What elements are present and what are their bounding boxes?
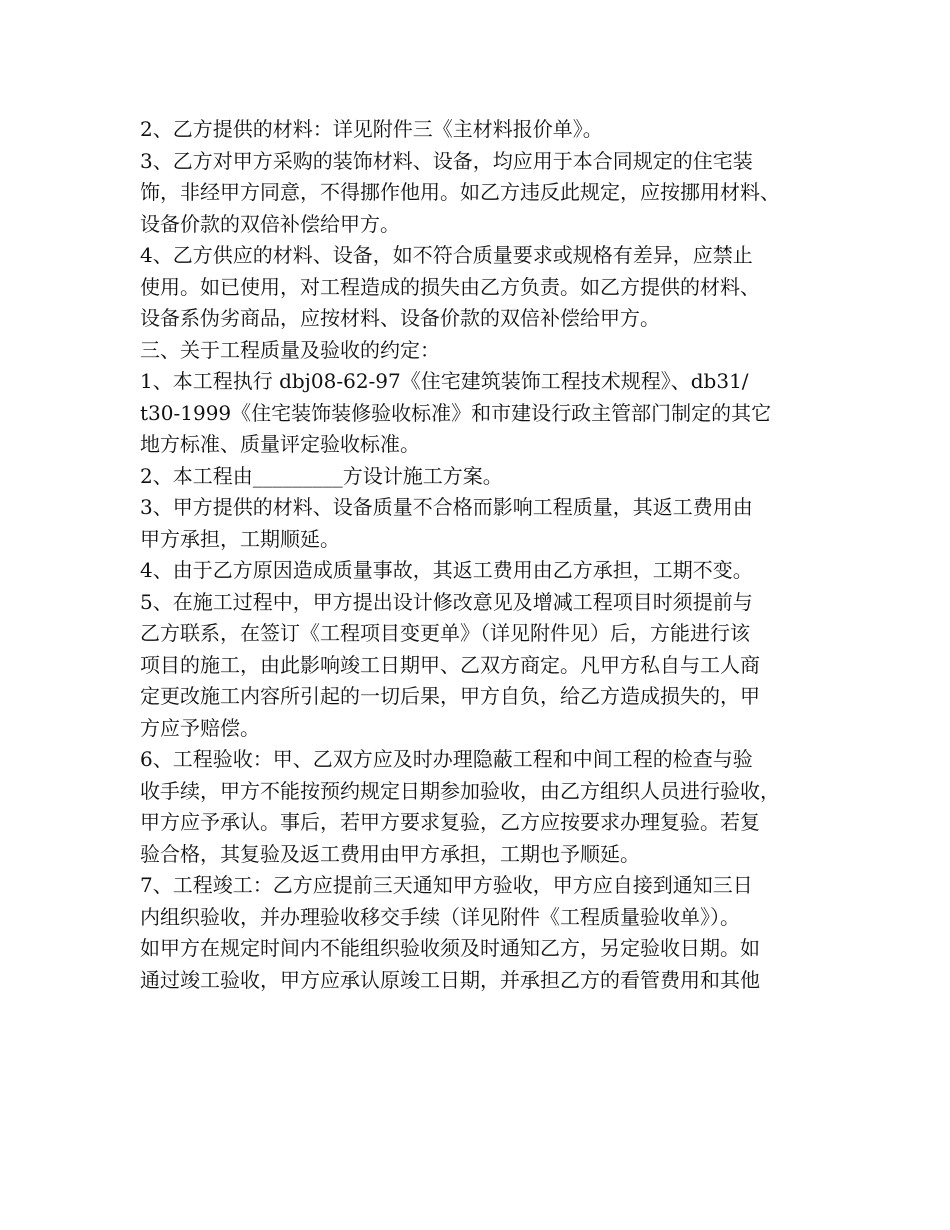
text-line: 设备价款的双倍补偿给甲方。 — [140, 211, 400, 236]
text-line: 方应予赔偿。 — [140, 715, 260, 740]
text-line: 5、在施工过程中，甲方提出设计修改意见及增减工程项目时须提前与 — [140, 589, 753, 614]
text-line: 3、乙方对甲方采购的装饰材料、设备，均应用于本合同规定的住宅装 — [140, 148, 753, 173]
text-line: 2、乙方提供的材料：详见附件三《主材料报价单》。 — [140, 117, 603, 141]
text-line: 1、本工程执行 dbj08-62-97《住宅建筑装饰工程技术规程》、db31/ — [140, 369, 749, 393]
text-line: 定更改施工内容所引起的一切后果，甲方自负，给乙方造成损失的，甲 — [140, 684, 760, 708]
text-line: 饰，非经甲方同意，不得挪作他用。如乙方违反此规定，应按挪用材料、 — [140, 180, 780, 204]
text-line: 4、乙方供应的材料、设备，如不符合质量要求或规格有差异，应禁止 — [140, 243, 753, 267]
text-line: 7、工程竣工：乙方应提前三天通知甲方验收，甲方应自接到通知三日 — [140, 873, 753, 897]
document-body — [140, 114, 840, 996]
text-line: 3、甲方提供的材料、设备质量不合格而影响工程质量，其返工费用由 — [140, 495, 753, 519]
text-line: 乙方联系，在签订《工程项目变更单》（详见附件见）后，方能进行该 — [140, 621, 750, 645]
text-line: 甲方承担，工期顺延。 — [140, 526, 340, 551]
text-line: 甲方应予承认。事后，若甲方要求复验，乙方应按要求办理复验。若复 — [140, 810, 760, 834]
text-line: 内组织验收，并办理验收移交手续（详见附件《工程质量验收单》）。 — [140, 904, 740, 929]
text-line: 如甲方在规定时间内不能组织验收须及时通知乙方，另定验收日期。如 — [140, 936, 760, 960]
text-line: 6、工程验收：甲、乙双方应及时办理隐蔽工程和中间工程的检查与验 — [140, 747, 753, 771]
text-line: 2、本工程由_________方设计施工方案。 — [140, 463, 503, 488]
text-line: t30-1999《住宅装饰装修验收标准》和市建设行政主管部门制定的其它 — [140, 400, 772, 425]
text-line: 地方标准、质量评定验收标准。 — [140, 432, 420, 456]
text-line: 通过竣工验收，甲方应承认原竣工日期，并承担乙方的看管费用和其他 — [140, 967, 760, 992]
text-line: 使用。如已使用，对工程造成的损失由乙方负责。如乙方提供的材料、 — [140, 274, 760, 299]
text-line: 收手续，甲方不能按预约规定日期参加验收，由乙方组织人员进行验收， — [140, 778, 780, 803]
text-line: 4、由于乙方原因造成质量事故，其返工费用由乙方承担，工期不变。 — [140, 558, 753, 582]
section-heading: 三、关于工程质量及验收的约定： — [140, 337, 440, 362]
text-line: 项目的施工，由此影响竣工日期甲、乙双方商定。凡甲方私自与工人商 — [140, 652, 760, 677]
text-line: 设备系伪劣商品，应按材料、设备价款的双倍补偿给甲方。 — [140, 306, 660, 330]
text-line: 验合格，其复验及返工费用由甲方承担，工期也予顺延。 — [140, 841, 640, 866]
